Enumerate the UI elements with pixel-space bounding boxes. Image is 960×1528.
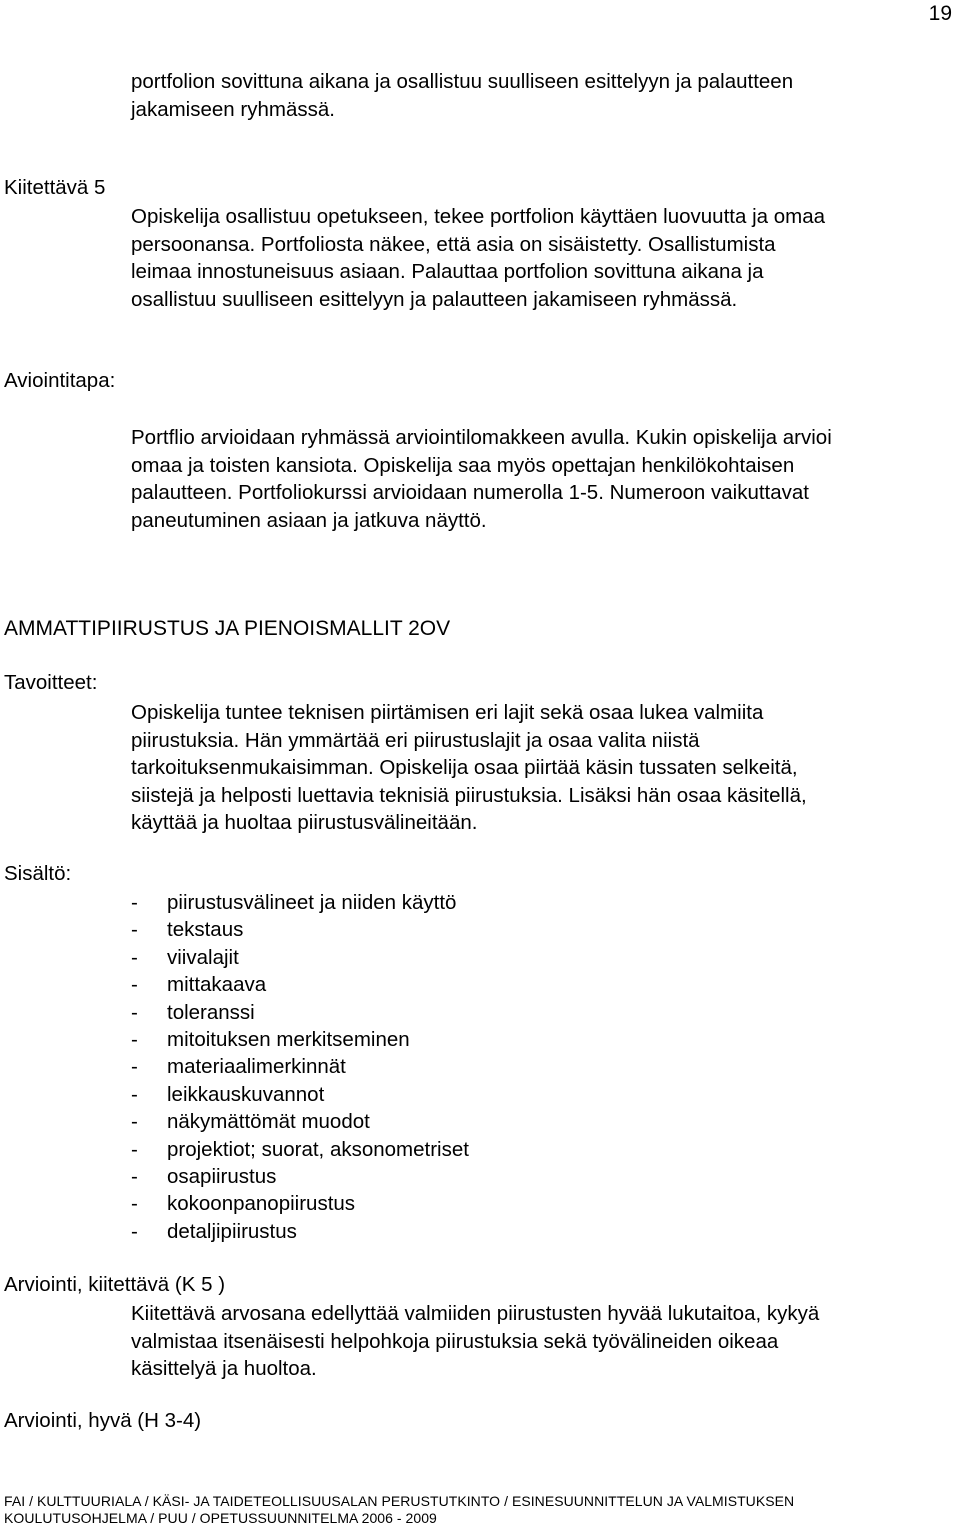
list-item-text: mitoituksen merkitseminen xyxy=(167,1028,410,1052)
page-number: 19 xyxy=(928,2,952,25)
list-item xyxy=(131,1218,469,1245)
list-item xyxy=(131,1081,469,1108)
grade-excellent-line: leimaa innostuneisuus asiaan. Palauttaa portfolion sovittuna aikana ja xyxy=(131,260,764,283)
assessment-excellent-paragraph xyxy=(131,1300,819,1383)
content-list xyxy=(131,889,469,1245)
assessment-excellent-line: Kiitettävä arvosana edellyttää valmiiden piirustusten hyvää lukutaitoa, kykyä xyxy=(131,1302,820,1325)
list-item xyxy=(131,916,469,943)
assessment-excellent-line: käsittelyä ja huoltoa. xyxy=(131,1357,317,1380)
list-item-text: näkymättömät muodot xyxy=(167,1110,370,1134)
list-item xyxy=(131,1163,469,1190)
list-item xyxy=(131,1190,469,1217)
list-bullet: - xyxy=(131,945,138,969)
assessment-method-label: Aviointitapa: xyxy=(4,369,116,392)
assessment-good-label: Arviointi, hyvä (H 3-4) xyxy=(4,1409,202,1432)
assessment-method-paragraph xyxy=(131,424,832,534)
list-bullet: - xyxy=(131,1110,138,1134)
intro-line: jakamiseen ryhmässä. xyxy=(131,97,335,121)
list-item-text: toleranssi xyxy=(167,1000,255,1024)
goals-line: käyttää ja huoltaa piirustusvälineitään. xyxy=(131,811,478,834)
goals-line: tarkoituksenmukaisimman. Opiskelija osaa piirtää käsin tussaten selkeitä, xyxy=(131,756,798,779)
list-item-text: materiaalimerkinnät xyxy=(167,1055,346,1079)
list-item-text: osapiirustus xyxy=(167,1165,277,1189)
list-bullet: - xyxy=(131,1192,138,1216)
list-item-text: viivalajit xyxy=(167,945,239,969)
list-bullet: - xyxy=(131,1219,138,1243)
list-item xyxy=(131,1136,469,1163)
list-bullet: - xyxy=(131,1082,138,1106)
list-bullet: - xyxy=(131,1000,138,1024)
list-item xyxy=(131,999,469,1026)
list-item xyxy=(131,889,469,916)
page-footer xyxy=(4,1493,794,1527)
assessment-method-line: Portflio arvioidaan ryhmässä arviointilomakkeen avulla. Kukin opiskelija arvioi xyxy=(131,426,832,449)
grade-excellent-line: Opiskelija osallistuu opetukseen, tekee portfolion käyttäen luovuutta ja omaa xyxy=(131,205,826,228)
list-bullet: - xyxy=(131,891,138,914)
list-item-text: mittakaava xyxy=(167,973,267,997)
assessment-method-line: palautteen. Portfoliokurssi arvioidaan numerolla 1-5. Numeroon vaikuttavat xyxy=(131,481,810,504)
list-bullet: - xyxy=(131,1165,138,1189)
content-label: Sisältö: xyxy=(4,862,72,885)
list-item-text: projektiot; suorat, aksonometriset xyxy=(167,1137,469,1161)
list-bullet: - xyxy=(131,1055,138,1079)
list-item xyxy=(131,1026,469,1053)
goals-line: piirustuksia. Hän ymmärtää eri piirustuslajit ja osaa valita niistä xyxy=(131,728,700,752)
goals-line: Opiskelija tuntee teknisen piirtämisen eri lajit sekä osaa lukea valmiita xyxy=(131,701,764,724)
footer-line: KOULUTUSOHJELMA / PUU / OPETUSSUUNNITELMA 2006 - 2009 xyxy=(4,1510,437,1526)
grade-excellent-label: Kiitettävä 5 xyxy=(4,176,106,199)
list-bullet: - xyxy=(131,918,138,942)
grade-excellent-line: persoonansa. Portfoliosta näkee, että asia on sisäistetty. Osallistumista xyxy=(131,232,776,256)
grade-excellent-line: osallistuu suulliseen esittelyyn ja palautteen jakamiseen ryhmässä. xyxy=(131,287,738,311)
intro-line: portfolion sovittuna aikana ja osallistuu suulliseen esittelyyn ja palautteen xyxy=(131,70,794,93)
list-item xyxy=(131,944,469,971)
goals-paragraph xyxy=(131,699,807,837)
assessment-excellent-line: valmistaa itsenäisesti helpohkoja piirustuksia sekä työvälineiden oikeaa xyxy=(131,1329,779,1353)
list-item-text: piirustusvälineet ja niiden käyttö xyxy=(167,891,457,914)
goals-line: siistejä ja helposti luettavia teknisiä piirustuksia. Lisäksi hän osaa käsitellä, xyxy=(131,783,807,807)
list-item xyxy=(131,971,469,998)
grade-excellent-paragraph xyxy=(131,203,825,313)
list-item-text: detaljipiirustus xyxy=(167,1219,297,1243)
footer-line: FAI / KULTTUURIALA / KÄSI- JA TAIDETEOLLISUUSALAN PERUSTUTKINTO / ESINESUUNNITTELUN JA VALMISTUKSEN xyxy=(4,1493,795,1509)
intro-paragraph xyxy=(131,68,793,123)
list-bullet: - xyxy=(131,1028,138,1052)
list-item xyxy=(131,1108,469,1135)
assessment-method-line: paneutuminen asiaan ja jatkuva näyttö. xyxy=(131,508,487,532)
list-item xyxy=(131,1053,469,1080)
list-bullet: - xyxy=(131,973,138,997)
course-title: AMMATTIPIIRUSTUS JA PIENOISMALLIT 2OV xyxy=(4,617,451,640)
list-item-text: leikkauskuvannot xyxy=(167,1082,325,1106)
list-item-text: kokoonpanopiirustus xyxy=(167,1192,356,1216)
list-bullet: - xyxy=(131,1137,138,1161)
list-item-text: tekstaus xyxy=(167,918,244,942)
assessment-method-line: omaa ja toisten kansiota. Opiskelija saa myös opettajan henkilökohtaisen xyxy=(131,453,795,477)
goals-label: Tavoitteet: xyxy=(4,671,98,694)
assessment-excellent-label: Arviointi, kiitettävä (K 5 ) xyxy=(4,1273,226,1296)
